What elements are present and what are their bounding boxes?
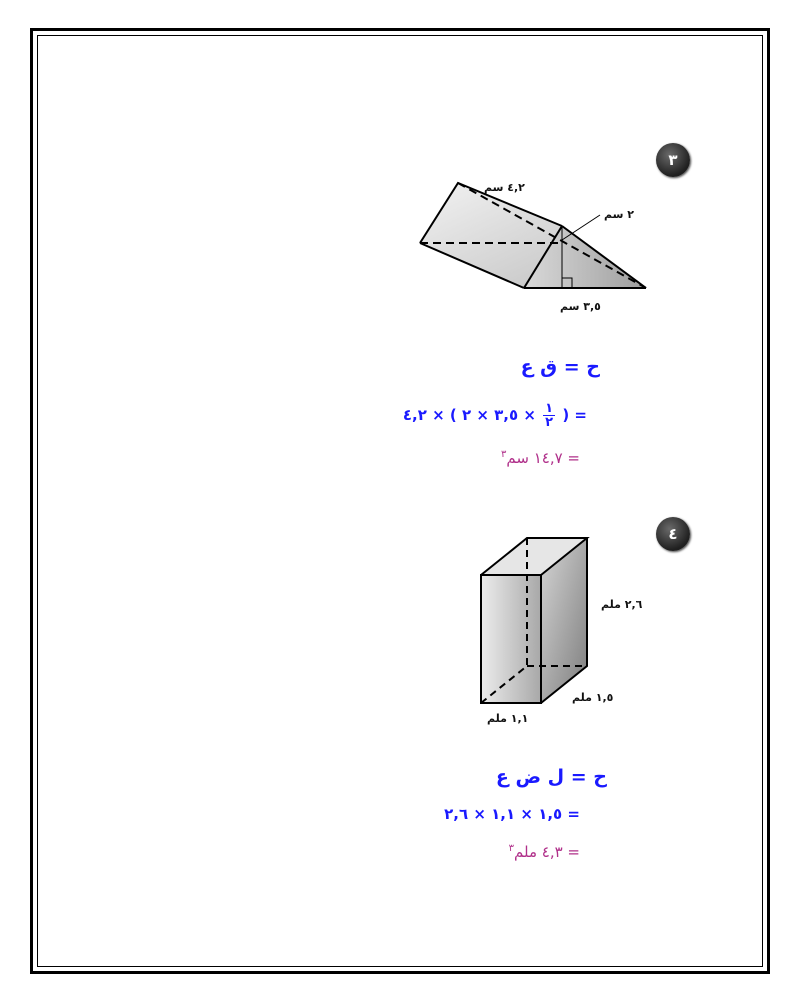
fraction-denominator: ٢ [545,415,554,430]
prism-step-rest: × ٣,٥ × ٢ ) × ٤,٢ [402,406,536,424]
prism-result-value: = ١٤,٧ سم [506,449,580,467]
prism-base-label: ٣,٥ سم [560,300,601,313]
box-height-label: ٢,٦ ملم [601,598,643,611]
box-result-value: = ٤,٣ ملم [514,843,580,861]
prism-volume-formula: ح = ق ع [520,356,600,378]
box-volume-result [509,843,580,861]
prism-height-label: ٢ سم [604,208,634,221]
box-volume-formula: ح = ل ض ع [495,766,607,788]
prism-step-prefix: = ( [562,406,587,424]
fraction-numerator: ١ [545,401,554,416]
prism-length-label: ٤,٢ سم [484,181,525,194]
problem-3-number-badge: ٣ [656,143,690,177]
box-calculation-step: = ١,٥ × ١,١ × ٢,٦ [444,805,580,823]
cubic-exponent: ٣ [501,449,507,460]
box-depth-label: ١,٥ ملم [572,691,614,704]
cubic-exponent: ٣ [508,843,514,854]
box-width-label: ١,١ ملم [487,712,529,725]
problem-4-number-badge: ٤ [656,517,690,551]
